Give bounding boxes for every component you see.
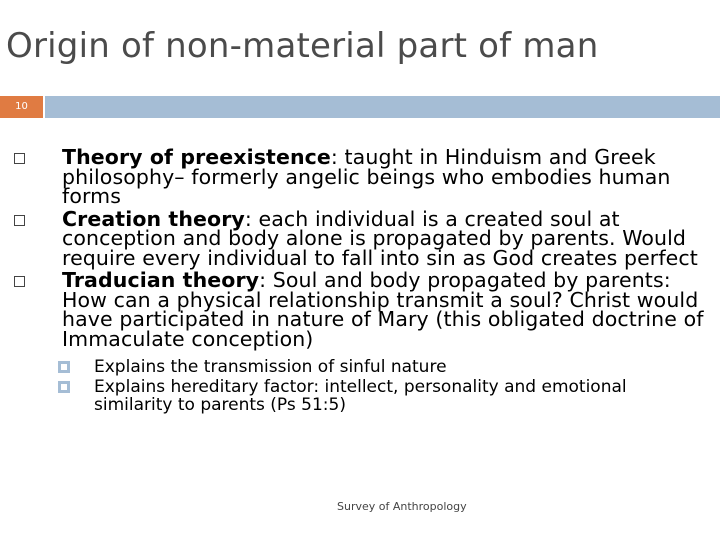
slide-number: 10 — [15, 101, 28, 112]
slide-title: Origin of non-material part of man — [6, 26, 599, 66]
slide-content — [14, 145, 704, 415]
square-bullet-icon — [14, 153, 25, 164]
square-bullet-icon — [14, 215, 25, 226]
slide-footer: Survey of Anthropology — [337, 500, 467, 513]
sub-bullet-sinful-nature — [34, 358, 704, 376]
bullet-creation — [14, 206, 704, 270]
sub-bullet-text: Explains the transmission of sinful nature — [94, 357, 447, 377]
header-accent-bar — [45, 96, 720, 118]
bullet-term: Theory of preexistence — [62, 145, 331, 169]
bullet-term: Traducian theory — [62, 268, 260, 292]
bullet-text: : each individual is a created soul at conception and body alone is propagated by parents. Would require every individual to fall into sin as God creates perfect — [62, 206, 698, 270]
bullet-preexistence — [14, 145, 704, 208]
sub-bullet-text: Explains hereditary factor: intellect, personality and emotional similarity to parents (Ps 51:5) — [94, 377, 627, 415]
bullet-text: : taught in Hinduism and Greek philosophy– formerly angelic beings who embodies human forms — [62, 145, 671, 208]
bullet-traducian — [14, 268, 704, 351]
sub-bullet-hereditary — [34, 378, 704, 414]
square-sub-bullet-icon — [58, 361, 70, 373]
square-bullet-icon — [14, 276, 25, 287]
square-sub-bullet-icon — [58, 381, 70, 393]
bullet-term: Creation theory — [62, 206, 245, 231]
bullet-text: : Soul and body propagated by parents: How can a physical relationship transmit a soul? Christ would have participated in nature of Mary (this obligated doctrine of Immaculate conception) — [62, 268, 704, 351]
